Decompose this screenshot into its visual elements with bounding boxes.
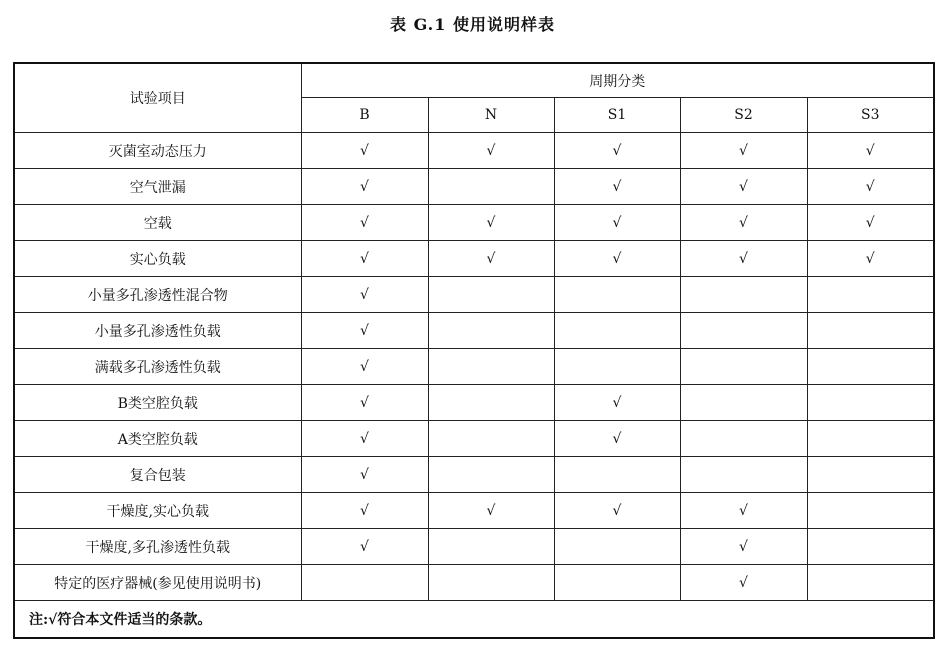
check-cell: √: [807, 133, 934, 169]
header-row-1: [14, 63, 934, 98]
check-cell: √: [301, 313, 428, 349]
check-cell: [428, 565, 554, 601]
check-cell: [554, 277, 680, 313]
check-cell: √: [301, 205, 428, 241]
check-cell: √: [428, 493, 554, 529]
row-label: 灭菌室动态压力: [14, 133, 301, 169]
row-label: A类空腔负载: [14, 421, 301, 457]
check-cell: [554, 529, 680, 565]
table-row: [14, 493, 934, 529]
table-row: [14, 169, 934, 205]
check-cell: √: [554, 421, 680, 457]
check-cell: [554, 349, 680, 385]
table-row: [14, 385, 934, 421]
row-label: 复合包装: [14, 457, 301, 493]
check-cell: [428, 457, 554, 493]
check-cell: √: [554, 241, 680, 277]
check-cell: √: [301, 169, 428, 205]
check-cell: [807, 313, 934, 349]
check-cell: [807, 421, 934, 457]
check-cell: √: [301, 277, 428, 313]
check-cell: √: [301, 529, 428, 565]
check-cell: √: [680, 205, 807, 241]
check-cell: [554, 457, 680, 493]
table-row: [14, 313, 934, 349]
check-cell: [807, 349, 934, 385]
check-cell: √: [554, 205, 680, 241]
check-cell: [428, 169, 554, 205]
check-cell: √: [301, 421, 428, 457]
row-label: 实心负载: [14, 241, 301, 277]
table-row: [14, 529, 934, 565]
row-label: B类空腔负载: [14, 385, 301, 421]
check-cell: √: [807, 241, 934, 277]
check-cell: [680, 457, 807, 493]
table-row: [14, 349, 934, 385]
check-cell: [428, 349, 554, 385]
check-cell: √: [301, 133, 428, 169]
check-cell: √: [301, 493, 428, 529]
check-cell: [428, 313, 554, 349]
column-header-s3: S3: [807, 98, 934, 133]
table-note: 注:√符合本文件适当的条款。: [14, 601, 934, 639]
check-cell: [807, 385, 934, 421]
check-cell: √: [554, 133, 680, 169]
check-cell: √: [680, 169, 807, 205]
table-row: [14, 133, 934, 169]
column-header-s2: S2: [680, 98, 807, 133]
check-cell: [428, 277, 554, 313]
usage-table: [13, 62, 935, 639]
check-cell: [428, 421, 554, 457]
check-cell: [680, 421, 807, 457]
check-cell: [807, 277, 934, 313]
check-cell: √: [680, 133, 807, 169]
check-cell: √: [680, 241, 807, 277]
check-cell: √: [680, 565, 807, 601]
check-cell: [301, 565, 428, 601]
check-cell: √: [301, 241, 428, 277]
check-cell: √: [554, 169, 680, 205]
column-header-b: B: [301, 98, 428, 133]
check-cell: √: [428, 205, 554, 241]
table-title: 表 G.1 使用说明样表: [390, 15, 555, 34]
row-label: 特定的医疗器械(参见使用说明书): [14, 565, 301, 601]
check-cell: [680, 277, 807, 313]
table-row: [14, 205, 934, 241]
check-cell: √: [807, 205, 934, 241]
check-cell: [807, 493, 934, 529]
check-cell: √: [301, 457, 428, 493]
check-cell: [428, 385, 554, 421]
check-cell: √: [301, 385, 428, 421]
check-cell: [807, 457, 934, 493]
check-cell: √: [680, 529, 807, 565]
check-cell: [680, 349, 807, 385]
row-label: 空载: [14, 205, 301, 241]
row-label: 小量多孔渗透性混合物: [14, 277, 301, 313]
column-header-s1: S1: [554, 98, 680, 133]
table-row: [14, 241, 934, 277]
check-cell: √: [428, 241, 554, 277]
table-row: [14, 277, 934, 313]
check-cell: [554, 313, 680, 349]
item-header: 试验项目: [14, 63, 301, 133]
column-header-n: N: [428, 98, 554, 133]
check-cell: √: [807, 169, 934, 205]
row-label: 空气泄漏: [14, 169, 301, 205]
row-label: 干燥度,多孔渗透性负载: [14, 529, 301, 565]
note-row: [14, 601, 934, 639]
check-cell: [680, 313, 807, 349]
check-cell: [807, 565, 934, 601]
check-cell: [428, 529, 554, 565]
table-row: [14, 457, 934, 493]
check-cell: √: [301, 349, 428, 385]
check-cell: [680, 385, 807, 421]
table-body: [14, 133, 934, 639]
period-header: 周期分类: [301, 63, 934, 98]
check-cell: √: [428, 133, 554, 169]
check-cell: [554, 565, 680, 601]
row-label: 小量多孔渗透性负载: [14, 313, 301, 349]
table-row: [14, 421, 934, 457]
check-cell: √: [680, 493, 807, 529]
check-cell: √: [554, 385, 680, 421]
table-row: [14, 565, 934, 601]
row-label: 满载多孔渗透性负载: [14, 349, 301, 385]
check-cell: √: [554, 493, 680, 529]
row-label: 干燥度,实心负载: [14, 493, 301, 529]
check-cell: [807, 529, 934, 565]
